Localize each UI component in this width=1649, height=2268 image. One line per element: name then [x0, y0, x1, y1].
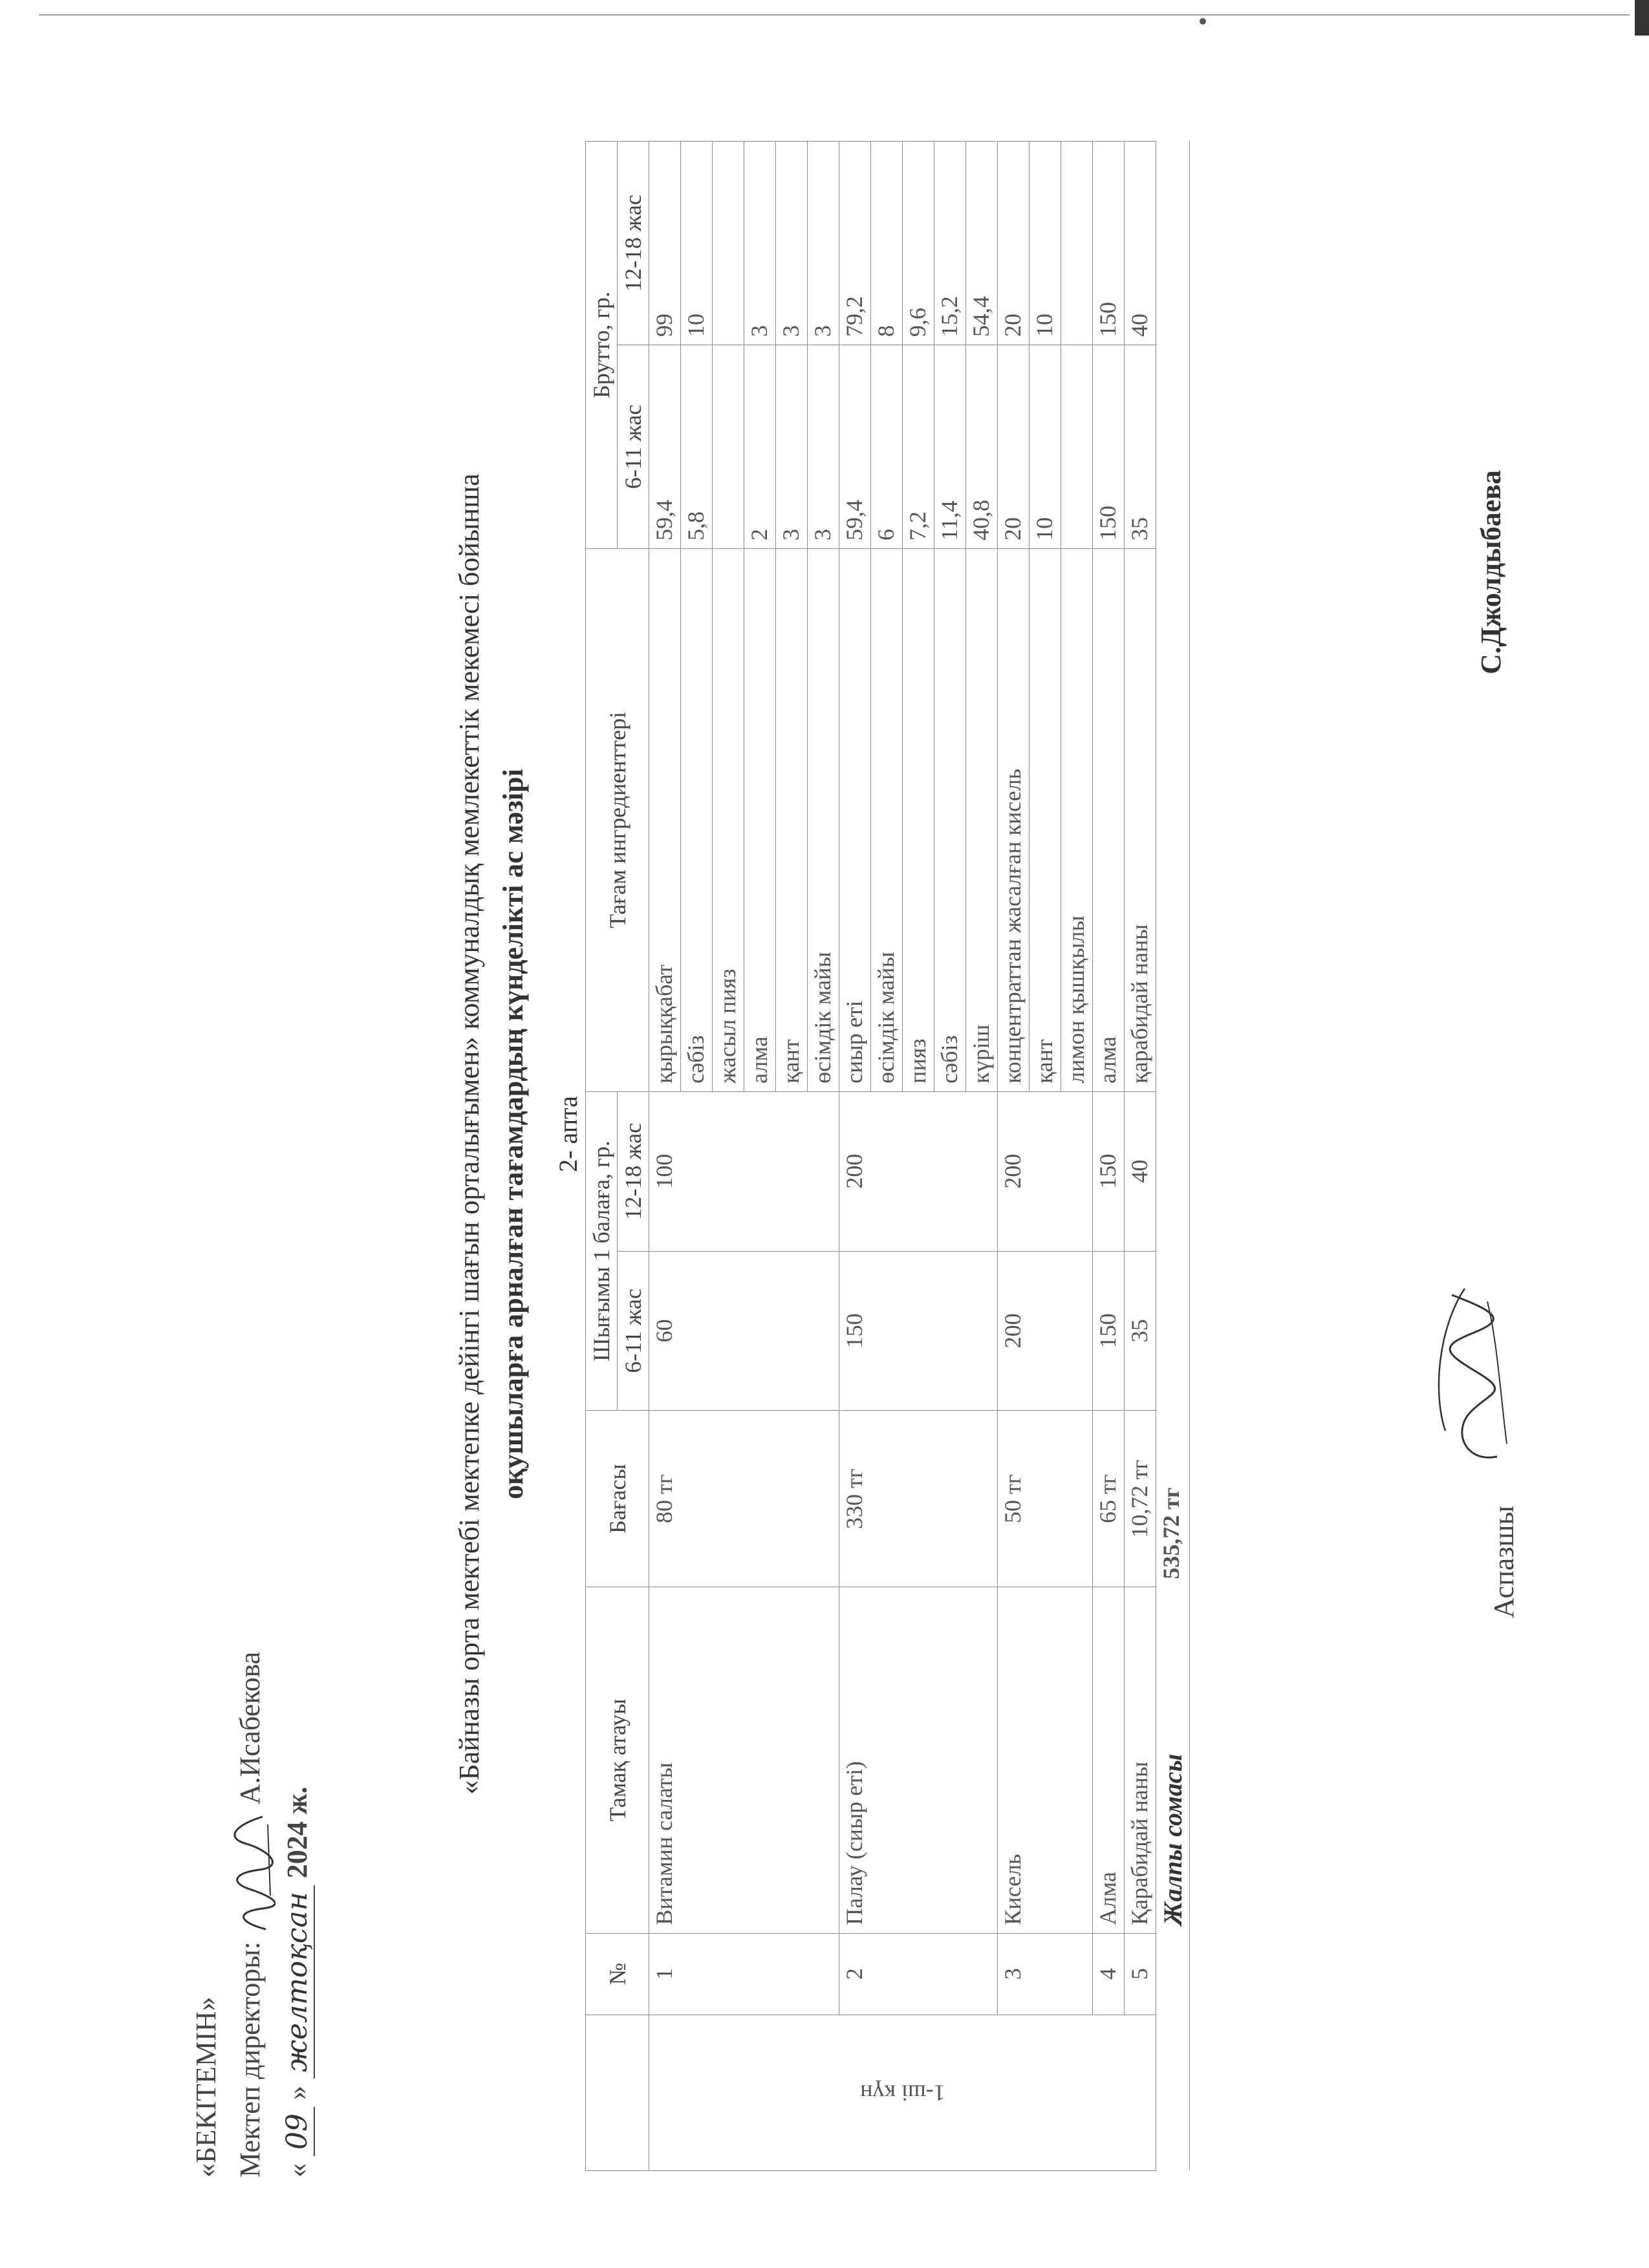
- ingredient-brutto-age1: [1061, 345, 1093, 549]
- ingredient-name: лимон қышқылы: [1061, 548, 1093, 1091]
- dish-num: 4: [1093, 1933, 1125, 2015]
- ingredient-brutto-age1: 59,4: [839, 345, 871, 549]
- dish-num: 2: [839, 1933, 998, 2015]
- ingredient-brutto-age1: 7,2: [903, 345, 934, 549]
- ingredient-brutto-age1: 2: [744, 345, 776, 549]
- ingredient-name: алма: [1093, 548, 1125, 1091]
- ingredient-name: өсімдік майы: [808, 548, 839, 1091]
- dish-portion-age2: 100: [649, 1091, 839, 1251]
- approval-org: «БЕКІТЕМІН»: [190, 1996, 222, 2177]
- approval-date-row: [275, 1652, 319, 2177]
- ingredient-name: жасыл пияз: [713, 548, 744, 1091]
- director-signature-icon: [230, 1812, 275, 1934]
- dish-price: 330 тг: [839, 1411, 998, 1587]
- total-row: [1156, 142, 1190, 2171]
- director-label: Мектеп директоры:: [234, 1942, 266, 2177]
- total-empty-day: [1156, 2015, 1190, 2170]
- table-row: [649, 142, 681, 2171]
- ingredient-name: сәбіз: [934, 548, 966, 1091]
- cook-label: Аспазшы: [1488, 1505, 1520, 1618]
- total-empty-num: [1156, 1933, 1190, 2015]
- header-num: №: [586, 1933, 649, 2015]
- table-row: [998, 142, 1029, 2171]
- table-row: [1125, 142, 1156, 2171]
- ingredient-brutto-age2: 8: [871, 142, 903, 345]
- date-year: 2024 ж.: [281, 1786, 313, 1879]
- director-name: А.Исабекова: [234, 1651, 266, 1805]
- date-open-quote: «: [281, 2163, 313, 2177]
- dish-name: Алма: [1093, 1587, 1125, 1933]
- menu-table-body: [649, 142, 1156, 2171]
- ingredient-brutto-age1: 5,8: [681, 345, 713, 549]
- ingredient-brutto-age2: 3: [744, 142, 776, 345]
- cook-name: С.Джолдыбаева: [1475, 470, 1507, 674]
- header-brutto-age1: 6-11 жас: [618, 345, 649, 549]
- ingredient-name: алма: [744, 548, 776, 1091]
- total-unit: тг: [1158, 1487, 1184, 1510]
- ingredient-brutto-age2: 54,4: [966, 142, 998, 345]
- table-row: [839, 142, 871, 2171]
- ingredient-name: қарабидай наны: [1125, 548, 1156, 1091]
- approval-director-row: [228, 1652, 275, 2177]
- cook-signature-icon: [1426, 1276, 1523, 1470]
- header-dish: Тамақ атауы: [586, 1587, 649, 1933]
- ingredient-brutto-age1: 59,4: [649, 345, 681, 549]
- header-portion: Шығымы 1 балаға, гр.: [586, 1091, 618, 1410]
- dish-num: 5: [1125, 1933, 1156, 2015]
- dish-price: 10,72 тг: [1125, 1411, 1156, 1587]
- day-header-cell: [586, 2015, 649, 2170]
- header-ingredients: Тағам ингредиенттері: [586, 548, 649, 1091]
- week-label: 2- апта: [554, 1096, 583, 1172]
- dish-portion-age1: 150: [1093, 1251, 1125, 1411]
- ingredient-brutto-age1: 150: [1093, 345, 1125, 549]
- date-day: 09: [281, 2107, 315, 2156]
- dish-name: Кисель: [998, 1587, 1093, 1933]
- total-empty-rest: [1156, 142, 1190, 1411]
- ingredient-name: қант: [776, 548, 808, 1091]
- ingredient-brutto-age1: 35: [1125, 345, 1156, 549]
- ingredient-brutto-age2: 79,2: [839, 142, 871, 345]
- total-value: 535,72: [1158, 1515, 1184, 1579]
- ingredient-brutto-age2: 3: [776, 142, 808, 345]
- ingredient-brutto-age1: 11,4: [934, 345, 966, 549]
- ingredient-name: пияз: [903, 548, 934, 1091]
- ingredient-name: концентраттан жасалған кисель: [998, 548, 1029, 1091]
- ingredient-brutto-age1: 3: [776, 345, 808, 549]
- dish-name: Палау (сиыр еті): [839, 1587, 998, 1933]
- ingredient-brutto-age2: 20: [998, 142, 1029, 345]
- header-portion-age2: 12-18 жас: [618, 1091, 649, 1251]
- ingredient-brutto-age1: 40,8: [966, 345, 998, 549]
- ingredient-brutto-age1: [713, 345, 744, 549]
- cook-signature-block: [1475, 470, 1520, 1618]
- date-month: желтоқсан: [281, 1885, 315, 2079]
- ingredient-brutto-age2: [1061, 142, 1093, 345]
- date-close-quote: »: [281, 2086, 313, 2100]
- ingredient-brutto-age1: 6: [871, 345, 903, 549]
- ingredient-brutto-age2: 99: [649, 142, 681, 345]
- dish-num: 3: [998, 1933, 1093, 2015]
- ingredient-name: сәбіз: [681, 548, 713, 1091]
- document-title-line2: оқушыларға арналған тағамдардың күнделікті ас мәзірі: [497, 769, 529, 1499]
- ingredient-brutto-age2: 10: [681, 142, 713, 345]
- dish-portion-age2: 200: [998, 1091, 1093, 1251]
- ingredient-name: қырыққабат: [649, 548, 681, 1091]
- dish-portion-age1: 60: [649, 1251, 839, 1411]
- ingredient-brutto-age2: 15,2: [934, 142, 966, 345]
- dish-num: 1: [649, 1933, 839, 2015]
- dish-name: Қарабидай наны: [1125, 1587, 1156, 1933]
- menu-table: [585, 141, 1190, 2171]
- ingredient-brutto-age2: 10: [1029, 142, 1061, 345]
- ingredient-name: қант: [1029, 548, 1061, 1091]
- ingredient-name: күріш: [966, 548, 998, 1091]
- ingredient-brutto-age2: 40: [1125, 142, 1156, 345]
- table-row: [1093, 142, 1125, 2171]
- dish-portion-age1: 150: [839, 1251, 998, 1411]
- dish-price: 50 тг: [998, 1411, 1093, 1587]
- ingredient-brutto-age2: [713, 142, 744, 345]
- dish-portion-age2: 40: [1125, 1091, 1156, 1251]
- ingredient-brutto-age2: 9,6: [903, 142, 934, 345]
- dish-portion-age1: 200: [998, 1251, 1093, 1411]
- header-brutto: Брутто, гр.: [586, 142, 618, 549]
- ingredient-brutto-age1: 20: [998, 345, 1029, 549]
- header-row-1: [586, 142, 618, 2171]
- dish-portion-age2: 200: [839, 1091, 998, 1251]
- ingredient-brutto-age2: 150: [1093, 142, 1125, 345]
- day-label-cell: [649, 2015, 1156, 2170]
- total-label: Жалпы сомасы: [1156, 1587, 1190, 1933]
- document-title-line1: «Байназы орта мектебі мектепке дейінгі шағын орталығымен» коммуналдық мемлекеттік мекемесі бойынша: [453, 473, 485, 1795]
- dish-portion-age1: 35: [1125, 1251, 1156, 1411]
- dish-name: Витамин салаты: [649, 1587, 839, 1933]
- dish-portion-age2: 150: [1093, 1091, 1125, 1251]
- day-label: 1-ші күн: [859, 2079, 945, 2106]
- total-value-cell: [1156, 1411, 1190, 1587]
- ingredient-brutto-age1: 10: [1029, 345, 1061, 549]
- header-brutto-age2: 12-18 жас: [618, 142, 649, 345]
- header-portion-age1: 6-11 жас: [618, 1251, 649, 1411]
- header-price: Бағасы: [586, 1411, 649, 1587]
- ingredient-brutto-age2: 3: [808, 142, 839, 345]
- ingredient-brutto-age1: 3: [808, 345, 839, 549]
- dish-price: 65 тг: [1093, 1411, 1125, 1587]
- ingredient-name: сиыр еті: [839, 548, 871, 1091]
- approval-block: [184, 1652, 319, 2177]
- ingredient-name: өсімдік майы: [871, 548, 903, 1091]
- dish-price: 80 тг: [649, 1411, 839, 1587]
